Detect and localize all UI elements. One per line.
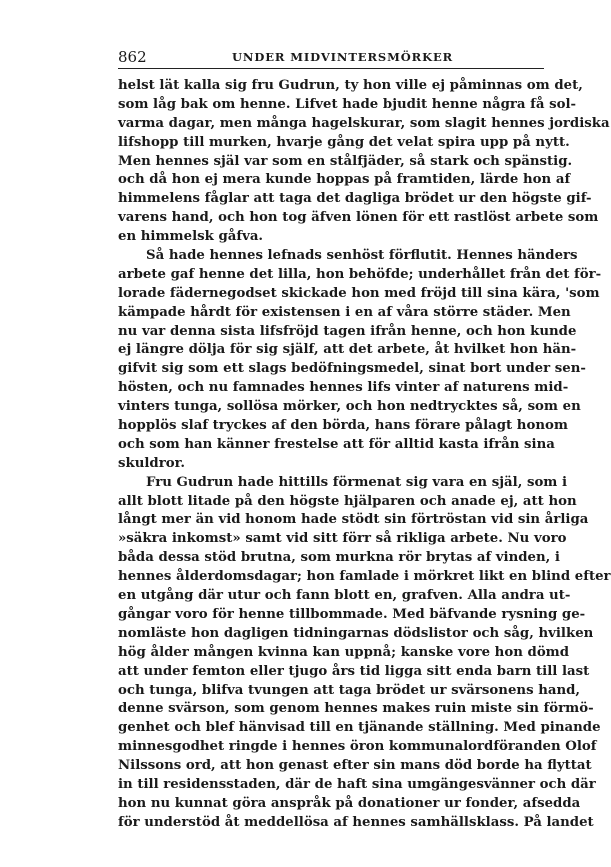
text-line: som låg bak om henne. Lifvet hade bjudit henne några få sol- [118,96,577,112]
text-line: skuldror. [118,455,186,471]
text-line: båda dessa stöd brutna, som murkna rör brytas af vinden, i [118,550,560,566]
text-line: helst lät kalla sig fru Gudrun, ty hon ville ej påminnas om det, [118,78,583,93]
page-header [118,48,544,69]
text-line: gångar voro för henne tillbommade. Med bäfvande rysning ge- [118,606,586,622]
text-line: hösten, och nu famnades hennes lifs vinter af naturens mid- [118,380,569,396]
text-line: denne svärson, som genom hennes makes ruin miste sin förmö- [118,701,594,717]
text-line: nomläste hon dagligen tidningarnas dödslistor och såg, hvilken [118,625,594,641]
text-line: långt mer än vid honom hade stödt sin förtröstan vid sin årliga [118,512,589,528]
text-line: allt blott litade på den högste hjälparen och anade ej, att hon [118,493,577,509]
text-line: kämpade hårdt för existensen i en af våra större städer. Men [118,304,571,320]
text-line: Men hennes själ var som en stålfjäder, så stark och spänstig. [118,153,573,169]
text-line: Så hade hennes lefnads senhöst förflutit. Hennes händers [146,248,578,264]
text-line: ej längre dölja för sig själf, att det arbete, åt hvilket hon hän- [118,342,577,358]
text-line: Nilssons ord, att hon genast efter sin mans död borde ha flyttat [118,758,592,774]
text-line: minnesgodhet ringde i hennes öron kommunalordföranden Olof [118,739,597,755]
text-line: en himmelsk gåfva. [118,229,264,245]
text-line: och som han känner frestelse att för alltid kasta ifrån sina [118,436,555,452]
text-line: himmelens fåglar att taga det dagliga brödet ur den högste gif- [118,191,592,207]
text-line: för understöd åt meddellösa af hennes samhällsklass. På landet [118,814,594,830]
text-line: in till residensstaden, där de haft sina umgängesvänner och där [118,776,596,792]
text-line: hennes ålderdomsdagar; hon famlade i mörkret likt en blind efter [118,569,611,585]
text-line: och då hon ej mera kunde hoppas på framtiden, lärde hon af [118,172,571,188]
text-line: lifshopp till murken, hvarje gång det velat spira upp på nytt. [118,134,570,150]
text-line: arbete gaf henne det lilla, hon behöfde; underhållet från det för- [118,266,602,282]
text-line: att under femton eller tjugo års tid ligga sitt enda barn till last [118,663,590,679]
text-line: gifvit sig som ett slags bedöfningsmedel, sinat bort under sen- [118,361,586,377]
page-number: 862 [118,48,147,66]
text-line: genhet och blef hänvisad till en tjänande ställning. Med pinande [118,720,601,736]
text-line: lorade fädernegodset skickade hon med fröjd till sina kära, 'som [118,285,600,301]
body-text [118,77,611,833]
text-line: varma dagar, men många hagelskurar, som slagit hennes jordiska [118,115,610,131]
text-line: en utgång där utur och fann blott en, grafven. Alla andra ut- [118,588,571,604]
text-line: vinters tunga, sollösa mörker, och hon nedtrycktes så, som en [118,399,581,415]
text-line: Fru Gudrun hade hittills förmenat sig vara en själ, som i [146,474,568,490]
text-line: hopplös slaf tryckes af den börda, hans förare pålagt honom [118,418,568,434]
running-title: UNDER MIDVINTERSMÖRKER [232,50,454,64]
text-line: »säkra inkomst» samt vid sitt förr så rikliga arbete. Nu voro [118,531,567,547]
text-line: nu var denna sista lifsfröjd tagen ifrån henne, och hon kunde [118,323,577,339]
text-line: hög ålder mången kvinna kan uppnå; kanske vore hon dömd [118,644,570,660]
text-line: varens hand, och hon tog äfven lönen för ett rastlöst arbete som [118,210,599,226]
text-line: och tunga, blifva tvungen att taga brödet ur svärsonens hand, [118,682,581,698]
text-line: hon nu kunnat göra anspråk på donationer ur fonder, afsedda [118,795,581,811]
